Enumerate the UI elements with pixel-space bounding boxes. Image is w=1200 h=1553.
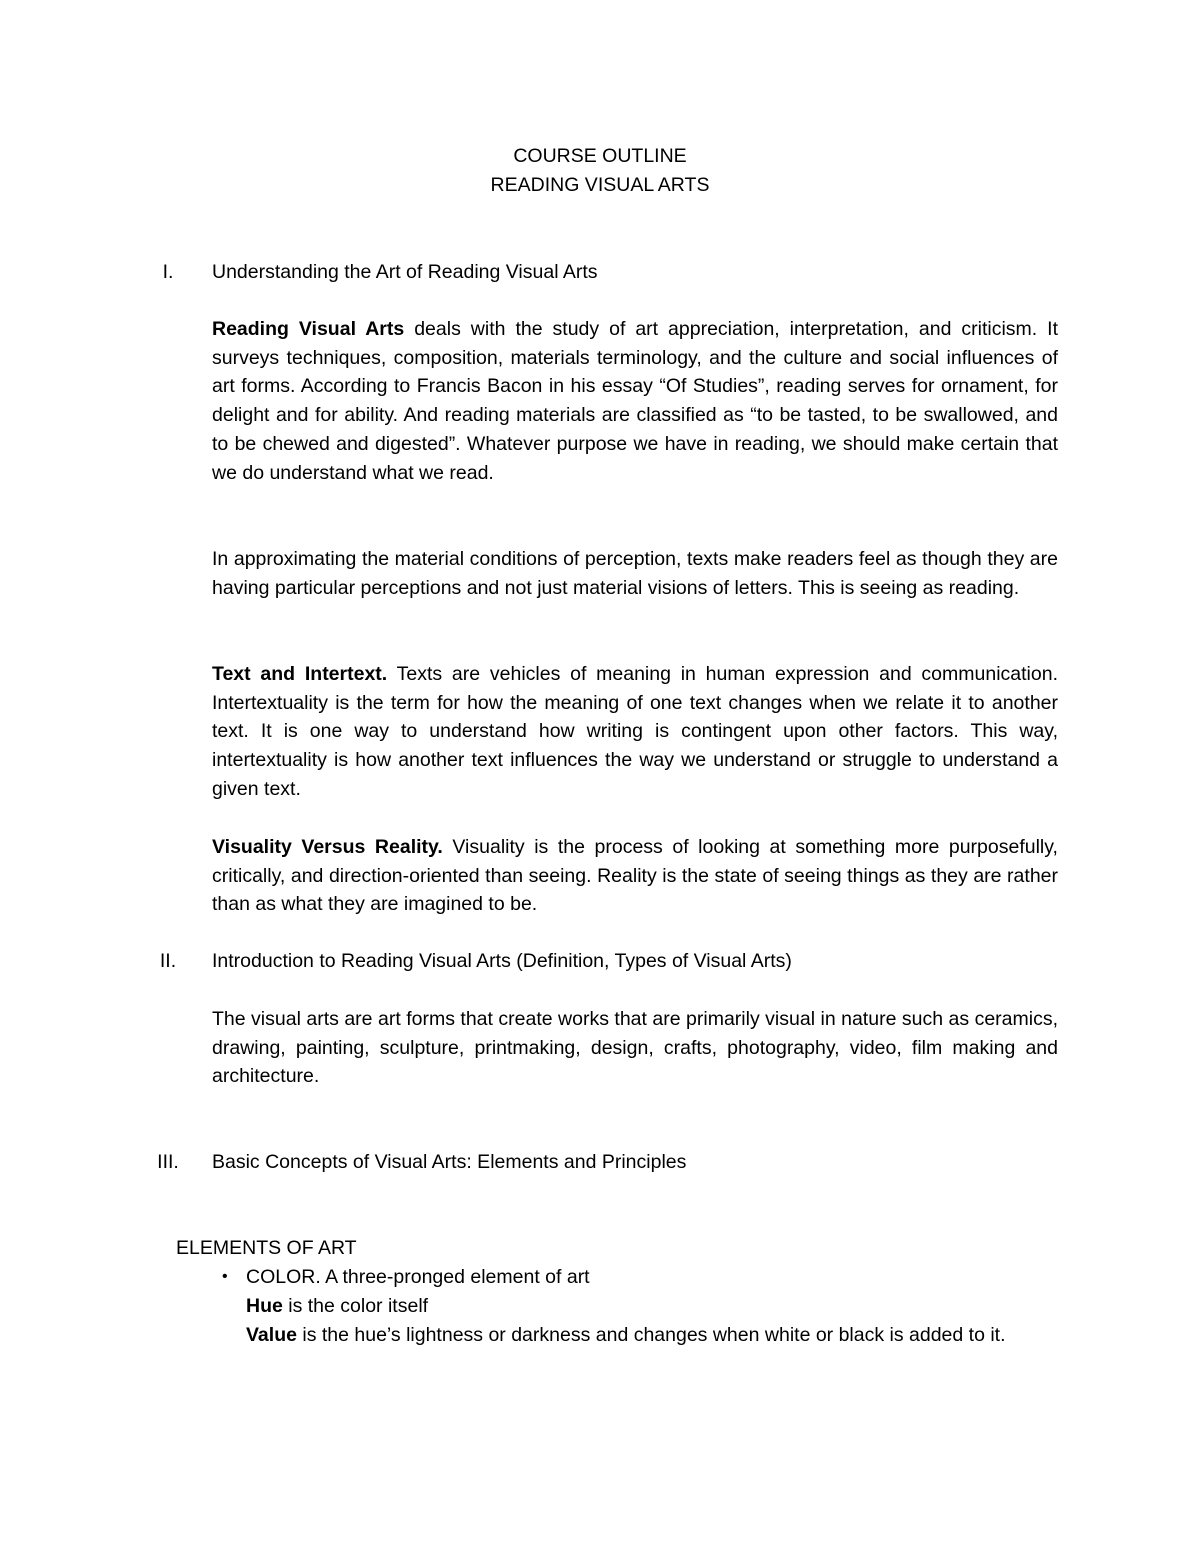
hue-item	[246, 1292, 1060, 1321]
section-3-numeral: III.	[157, 1151, 179, 1173]
section-1-numeral: I.	[162, 261, 174, 283]
section-2-numeral: II.	[159, 950, 177, 972]
bullet-icon: •	[222, 1268, 228, 1285]
value-item	[246, 1321, 1060, 1350]
paragraph-1-text: deals with the study of art appreciation, interpretation, and criticism. It surveys techniques, composition, materials terminology, and the culture and social influences of art forms. According to Francis Bacon in his essay “Of Studies”, reading serves for ornament, for delight and for ability. And reading materials are classified as “to be tasted, to be swallowed, and to be chewed and digested”. Whatever purpose we have in reading, we should make certain that we do understand what we read.	[212, 318, 1059, 484]
paragraph-2-text: In approximating the material conditions of perception, texts make readers feel as though they are having particular perceptions and not just material visions of letters. This is seeing as reading.	[212, 548, 1058, 599]
visual-arts-definition-text: The visual arts are art forms that create works that are primarily visual in nature such as ceramics, drawing, painting, sculpture, printmaking, design, crafts, photography, video, film making and architecture.	[212, 1008, 1058, 1088]
section-2-heading: Introduction to Reading Visual Arts (Definition, Types of Visual Arts)	[212, 950, 792, 972]
section-2-paragraph-1	[212, 1005, 1058, 1091]
hue-term: Hue	[246, 1295, 283, 1317]
hue-text: is the color itself	[282, 1295, 429, 1317]
section-1-paragraph-4	[212, 833, 1058, 919]
value-text: is the hue’s lightness or darkness and changes when white or black is added to it.	[296, 1324, 1006, 1346]
course-name-title: READING VISUAL ARTS	[490, 174, 710, 196]
course-outline-title: COURSE OUTLINE	[513, 145, 687, 167]
color-item: COLOR. A three-pronged element of art	[246, 1266, 590, 1288]
section-1-paragraph-2	[212, 545, 1058, 602]
elements-of-art-title: ELEMENTS OF ART	[176, 1237, 357, 1259]
value-term: Value	[246, 1324, 297, 1346]
paragraph-3-text: Texts are vehicles of meaning in human expression and communication. Intertextuality is the term for how the meaning of one text changes when we relate it to another text. It is one way to understand how writing is contingent upon other factors. This way, intertextuality is how another text influences the way we understand or struggle to understand a given text.	[212, 663, 1058, 800]
section-1-heading: Understanding the Art of Reading Visual Arts	[212, 261, 598, 283]
section-3-heading: Basic Concepts of Visual Arts: Elements and Principles	[212, 1151, 687, 1173]
section-1-paragraph-1	[212, 315, 1058, 487]
paragraph-4-text: Visuality is the process of looking at something more purposefully, critically, and direction-oriented than seeing. Reality is the state of seeing things as they are rather than as what they are imagined to be.	[212, 836, 1058, 916]
section-1-paragraph-3	[212, 660, 1058, 804]
visuality-versus-reality-term: Visuality Versus Reality.	[212, 836, 443, 858]
text-and-intertext-term: Text and Intertext.	[212, 663, 388, 685]
reading-visual-arts-term: Reading Visual Arts	[212, 318, 405, 340]
